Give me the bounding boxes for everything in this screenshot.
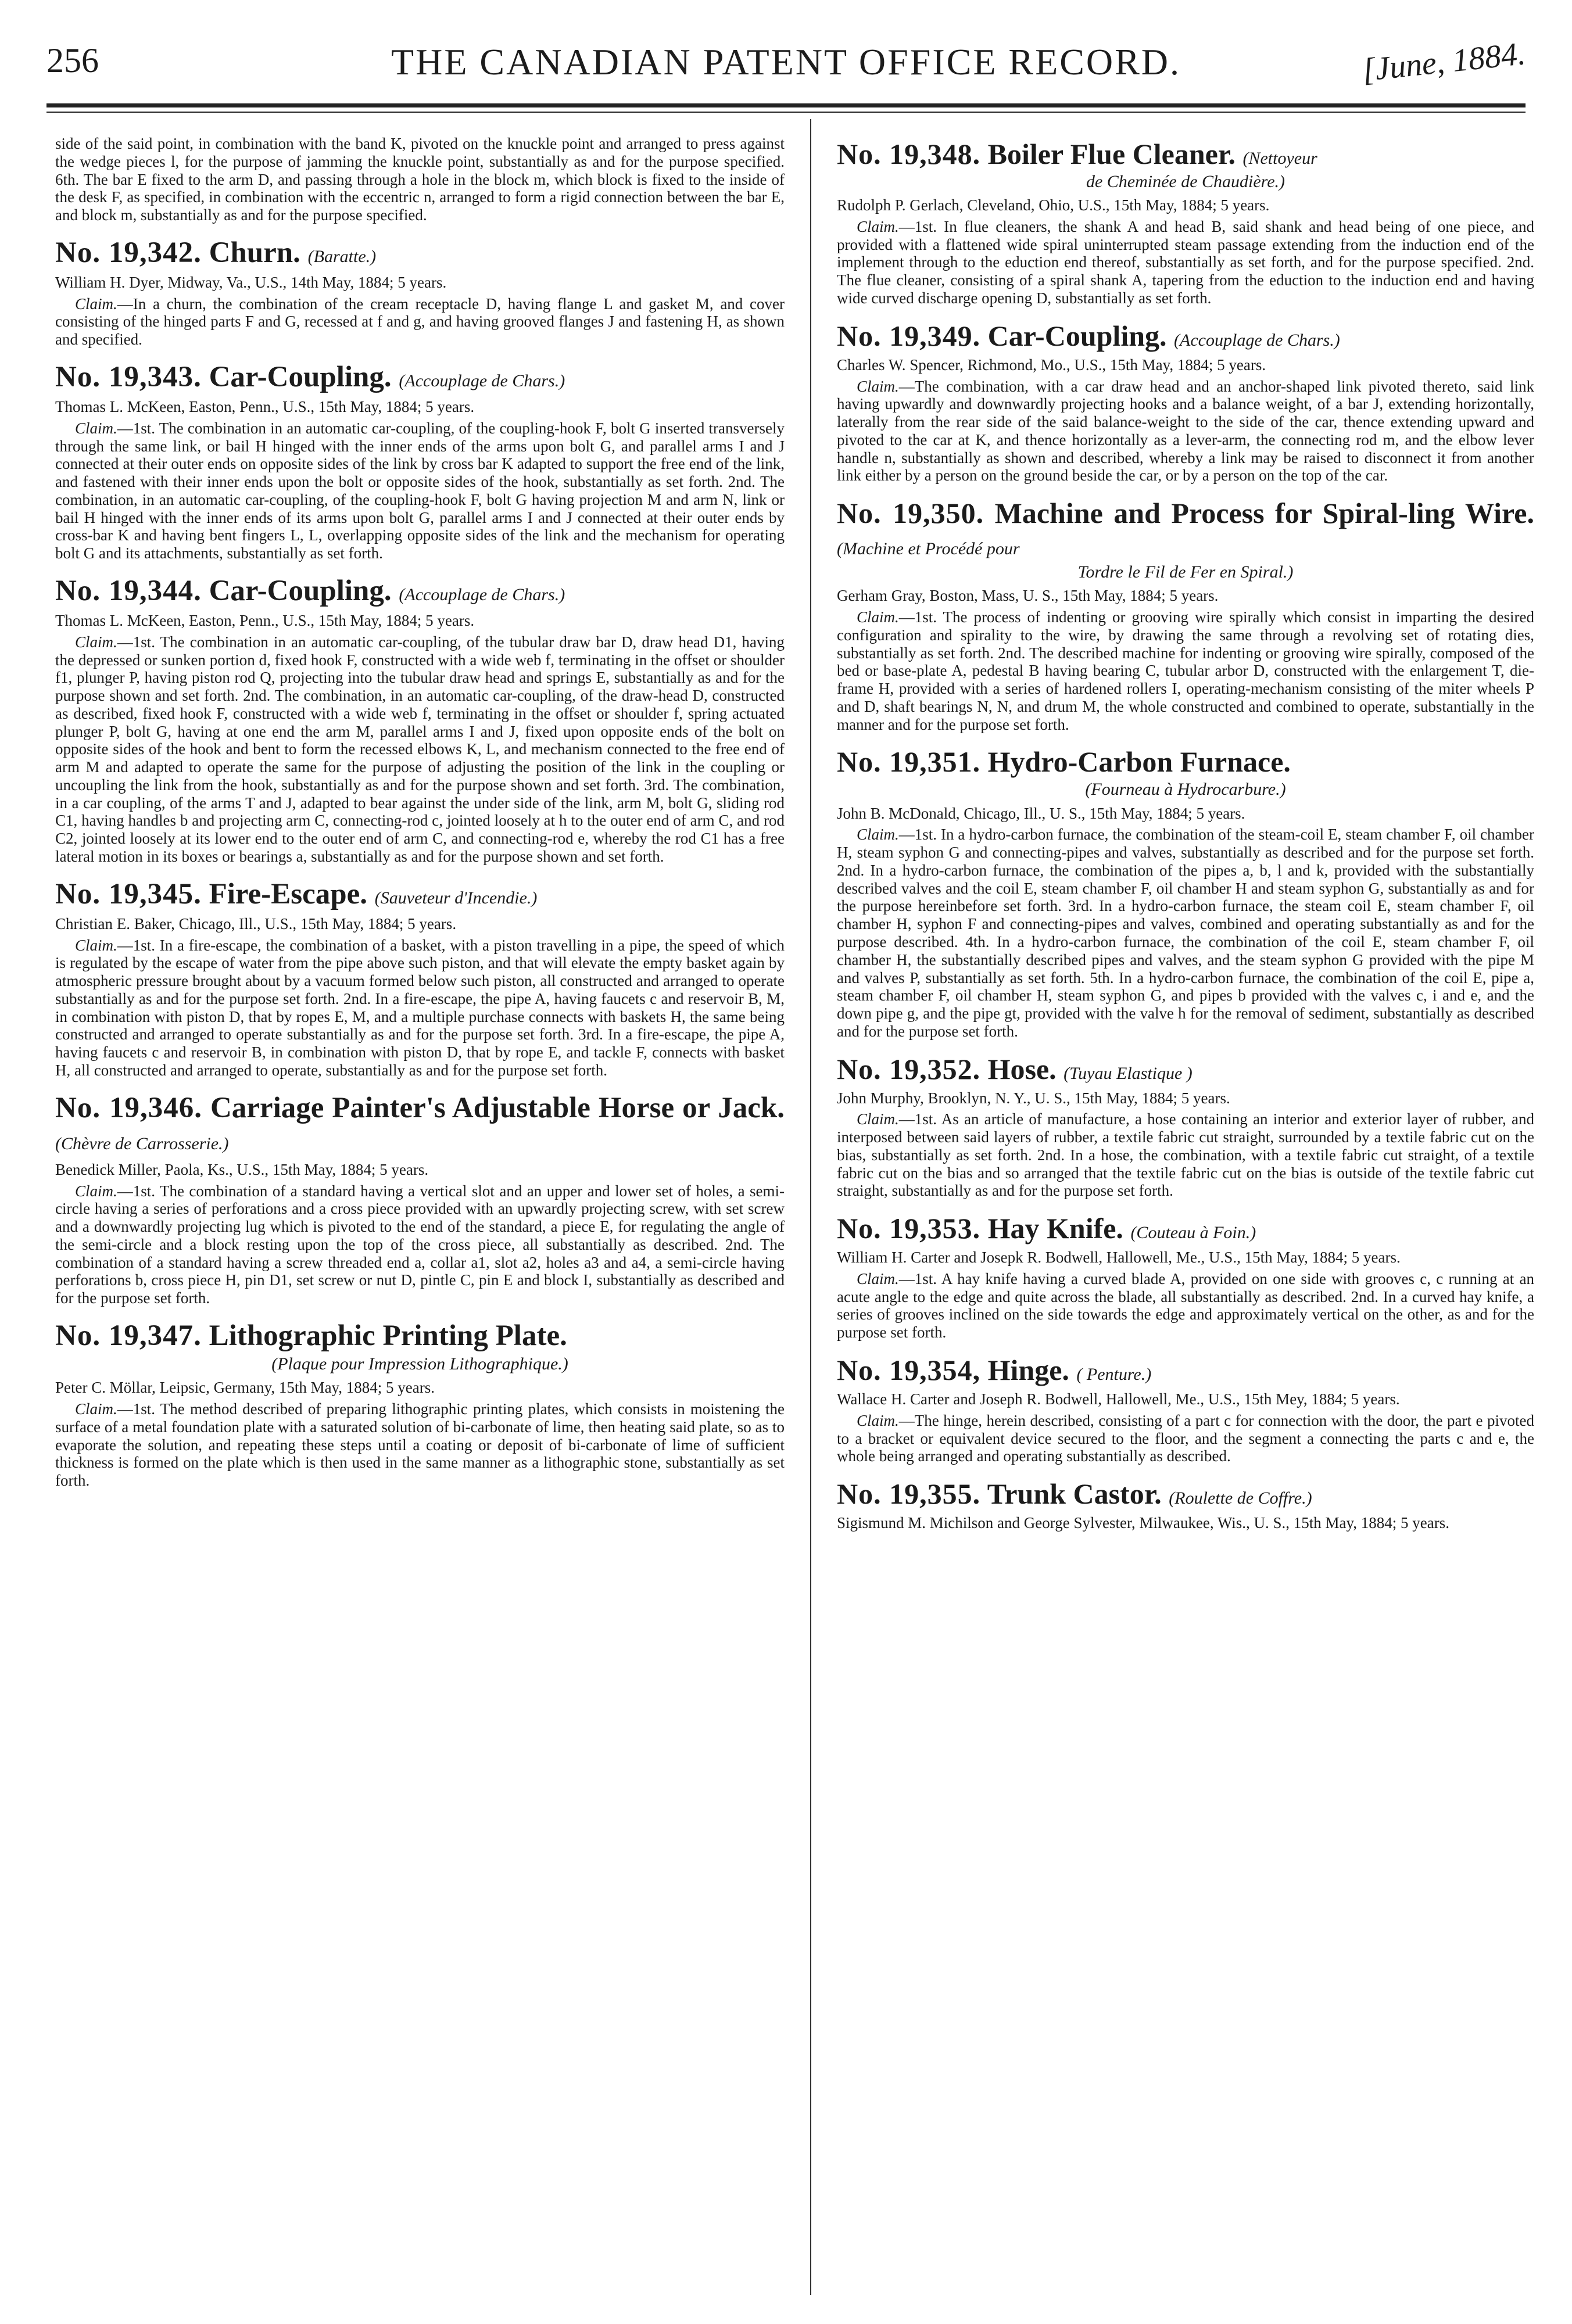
claim-label: Claim. xyxy=(857,1110,899,1128)
patent-claim xyxy=(55,1400,785,1490)
claim-label: Claim. xyxy=(75,295,117,313)
patent-name: Hydro-Carbon Furnace. xyxy=(987,745,1291,779)
patent-entry xyxy=(837,497,1534,733)
claim-text: —The combination, with a car draw head and an anchor-shaped link pivoted thereto, said link having upwardly and downwardly projecting hooks and a balance weight, of a bar J, extending horizontally, laterally from the rear side of the said balance-weight to the side of the car, thence extending upward and pivoted to the car at K, and thence horizontally as a lever-arm, the connecting rod m, and the elbow lever handle n, substantially as shown and described, whereby a link may be raised to disconnect it from another link either by a person on the ground beside the car, or by a person on the top of the car. xyxy=(837,377,1534,485)
patent-number: No. 19,342. xyxy=(55,236,202,269)
patent-number: No. 19,345. xyxy=(55,877,202,910)
patent-entry xyxy=(837,1053,1534,1200)
right-entries xyxy=(837,138,1534,1532)
patent-french-name: (Machine et Procédé pour xyxy=(837,539,1020,559)
claim-text: —1st. The combination in an automatic car-coupling, of the tubular draw bar D, draw head D1, having the depressed or sunken portion d, fixed hook F, constructed with a wide web f, terminating in the offset or shoulder f1, plunger P, having piston rod Q, projecting into the tubular draw head and springs E, substantially as and for the purpose shown and set forth. 2nd. The combination, in an automatic car-coupling, of the draw-head D, constructed as described, fixed hook F, constructed with a wide web f, terminating in the offset or shoulder f, spring actuated plunger P, bolt G, having at one end the arm M, parallel arms I and J, fixed upon opposite ends of the bolt on opposite sides of the hook and bent to form the recessed elbows K, L, and mechanism connected to the free end of arm M and adapted to operate the same for the purpose of adjusting the position of the link in the coupling or uncoupling the link from the hook, substantially as and for the purpose shown and set forth. 3rd. The combination, in a car coupling, of the arms T and J, adapted to bear against the under side of the link, arm M, bolt G, sliding rod C1, having handles b and projecting arm C, connecting-rod c, jointed loosely at h to the outer end of arm C, and rod C2, jointed loosely at its lower end to the outer end of arm C, and connecting-rod e, whereby the rod C1 has a free lateral motion in its boxes or bearings a, substantially as and for the purpose shown and set forth. xyxy=(55,633,785,865)
patent-claim xyxy=(837,1270,1534,1342)
patent-entry xyxy=(837,1478,1534,1532)
patent-name: Car-Coupling. xyxy=(209,574,392,607)
patent-entry xyxy=(55,878,785,1079)
patent-number: No. 19,346. xyxy=(55,1091,203,1124)
claim-text: —1st. In flue cleaners, the shank A and head B, said shank and head being of one piece, and provided with a flattened wide spiral uninterrupted steam passage extending from the induction end of the implement through to the eduction end thereof, substantially as set forth, and for the purpose specified. 2nd. The flue cleaner, consisting of a spiral shank A, tapering from the eduction to the induction end and having wide curved discharge opening D, substantially as set forth. xyxy=(837,217,1534,307)
patent-entry xyxy=(837,1354,1534,1465)
patent-inventor: Charles W. Spencer, Richmond, Mo., U.S., 15th May, 1884; 5 years. xyxy=(837,356,1266,374)
patent-french-subtitle: Tordre le Fil de Fer en Spiral.) xyxy=(1077,562,1294,582)
patent-claim xyxy=(837,826,1534,1040)
patent-title xyxy=(55,878,785,910)
patent-french-name: (Chèvre de Carrosserie.) xyxy=(55,1134,229,1153)
patent-french-name: (Baratte.) xyxy=(307,246,377,266)
patent-title xyxy=(55,575,785,607)
patent-title xyxy=(55,237,785,269)
claim-label: Claim. xyxy=(857,826,899,844)
patent-title xyxy=(55,361,785,393)
patent-name: Boiler Flue Cleaner. xyxy=(987,138,1236,170)
patent-name: Car-Coupling. xyxy=(987,319,1167,352)
claim-text: —1st. The method described of preparing lithographic printing plates, which consists in moistening the surface of a metal foundation plate with a saturated solution of bi-carbonate of lime, then heating said plate, so as to evaporate the solution, and repeating these steps until a coating or deposit of bi-carbonate of lime of sufficient thickness is formed on the plate which is then used in the same manner as a lithographic stone, substantially as set forth. xyxy=(55,1400,785,1490)
claim-text: —1st. In a hydro-carbon furnace, the combination of the steam-coil E, steam chamber F, oil chamber H, steam syphon G and connecting-pipes and valves, substantially as described and for the purpose set forth. 2nd. In a hydro-carbon furnace, the combination of the pipes a, b, l and k, provided with the substantially described valves and the coil E, steam chamber F, oil chamber H and steam syphon G, substantially as and for the purpose hereinbefore set forth. 3rd. In a hydro-carbon furnace, the steam coil E, steam chamber F, oil chamber H, syphon F and connecting-pipes and valves, combined and operating substantially as and for the purpose described. 4th. In a hydro-carbon furnace, the combination of the coil E, steam chamber F, oil chamber H, the substantially described pipes and valves, and the steam syphon G provided with the pipe M and valves P, substantially as set forth. 5th. In a hydro-carbon furnace, the combination of the coil E, pipe a, steam chamber F, oil chamber H, steam syphon G, and pipes b provided with the valves c, i and e, and the down pipe g, and the pipe gt, provided with the valve h for the removal of sediment, substantially as described and for the purpose set forth. xyxy=(837,826,1534,1040)
page-date: [June, 1884. xyxy=(1360,35,1528,89)
patent-title xyxy=(837,138,1534,170)
patent-claim xyxy=(837,608,1534,733)
patent-inventor: Rudolph P. Gerlach, Cleveland, Ohio, U.S., 15th May, 1884; 5 years. xyxy=(837,196,1270,214)
claim-label: Claim. xyxy=(857,217,899,235)
patent-inventor: Gerham Gray, Boston, Mass, U. S., 15th May, 1884; 5 years. xyxy=(837,587,1219,605)
patent-french-name: (Couteau à Foin.) xyxy=(1130,1223,1256,1243)
patent-entry xyxy=(55,1092,785,1307)
patent-name: Hinge. xyxy=(987,1354,1069,1387)
patent-french-subtitle: de Cheminée de Chaudière.) xyxy=(1086,172,1285,191)
claim-label: Claim. xyxy=(857,377,899,395)
claim-label: Claim. xyxy=(857,1269,899,1287)
patent-title xyxy=(837,1478,1534,1509)
patent-name: Hose. xyxy=(987,1052,1057,1085)
patent-number: No. 19,354, xyxy=(837,1354,981,1387)
patent-inventor: John Murphy, Brooklyn, N. Y., U. S., 15th May, 1884; 5 years. xyxy=(837,1089,1230,1107)
patent-inventor: Peter C. Möllar, Leipsic, Germany, 15th May, 1884; 5 years. xyxy=(55,1379,435,1397)
patent-french-subtitle: (Plaque pour Impression Lithographique.) xyxy=(271,1354,568,1374)
claim-label: Claim. xyxy=(75,1182,117,1200)
patent-inventor: William H. Carter and Josepk R. Bodwell, Hallowell, Me., U.S., 15th May, 1884; 5 years. xyxy=(837,1249,1401,1267)
header-rule-thin xyxy=(46,112,1526,113)
patent-claim xyxy=(55,1182,785,1307)
patent-entry xyxy=(55,361,785,562)
patent-title xyxy=(837,320,1534,352)
claim-label: Claim. xyxy=(857,608,899,626)
claim-text: —In a churn, the combination of the cream receptacle D, having flange L and gasket M, and cover consisting of the hinged parts F and G, recessed at f and g, and having grooved flanges J and fastening H, as shown and specified. xyxy=(55,295,785,349)
patent-entry xyxy=(55,575,785,866)
patent-inventor: Wallace H. Carter and Joseph R. Bodwell, Hallowell, Me., U.S., 15th Mey, 1884; 5 years. xyxy=(837,1390,1400,1408)
patent-title xyxy=(837,1354,1534,1386)
claim-text: —1st. The process of indenting or grooving wire spirally which consist in imparting the desired configuration and spirality to the wire, by drawing the same through a revolving set of rotating dies, substantially as set forth. 2nd. The described machine for indenting or grooving wire spirally, composed of the bed or base-plate A, pedestal B having bearing C, tubular arbor D, constructed with the enlargement T, die-frame H, provided with a series of hardened rollers I, operating-mechanism consisting of the miter wheels P and D, shaft bearings N, N, and drum M, the whole constructed and combined to operate, substantially in the manner and for the purpose set forth. xyxy=(837,608,1534,733)
claim-text: —1st. In a fire-escape, the combination of a basket, with a piston travelling in a pipe, the speed of which is regulated by the escape of water from the pipe above such piston, and that will elevate the empty basket again by atmospheric pressure brought about by a vacuum formed below such piston, all constructed and arranged to operate substantially as and for the purpose set forth. 2nd. In a fire-escape, the pipe A, having faucets c and reservoir B, M, in combination with piston D, that by ropes E, M, and a multiple purchase connects with baskets H, the same being constructed and arranged to operate substantially as and for the purpose set forth. 3rd. In a fire-escape, the pipe A, having faucets c and reservoir B, in combination with piston D, that by rope E, and tackle F, connects with basket H, all constructed and arranged to operate, substantially as and for the purpose set forth. xyxy=(55,936,785,1079)
column-divider xyxy=(810,119,811,2295)
patent-name: Carriage Painter's Adjustable Horse or Jack. xyxy=(210,1091,785,1124)
patent-claim xyxy=(55,295,785,349)
left-column xyxy=(55,135,785,2284)
patent-number: No. 19,353. xyxy=(837,1212,981,1245)
patent-french-name: (Roulette de Coffre.) xyxy=(1169,1489,1312,1508)
patent-entry xyxy=(55,1320,785,1490)
patent-title xyxy=(837,746,1534,777)
patent-entry xyxy=(837,138,1534,307)
patent-entry xyxy=(837,1213,1534,1342)
patent-title xyxy=(837,1213,1534,1244)
patent-name: Fire-Escape. xyxy=(209,877,368,910)
patent-french-name: (Accouplage de Chars.) xyxy=(399,371,565,390)
page-header xyxy=(46,29,1526,93)
patent-inventor: Thomas L. McKeen, Easton, Penn., U.S., 15th May, 1884; 5 years. xyxy=(55,398,475,416)
claim-text: —1st. The combination of a standard having a vertical slot and an upper and lower set of holes, a semi-circle having a series of perforations and a cross piece provided with an upwardly projecting screw, with set screw and a downwardly projecting lug which is pivoted to the end of the standard, a piece E, for regulating the angle of the semi-circle and a block resting upon the top of the cross piece, all substantially as described. 2nd. The combination of a standard having a screw threaded end a, collar a1, slot a2, holes a3 and a4, a semi-circle having perforations b, cross piece H, pin D1, set screw or nut D, pintle C, pin E and block I, substantially as described and for the purpose set forth. xyxy=(55,1182,785,1307)
patent-inventor: Thomas L. McKeen, Easton, Penn., U.S., 15th May, 1884; 5 years. xyxy=(55,612,475,630)
patent-french-name: (Accouplage de Chars.) xyxy=(1174,330,1340,350)
patent-claim xyxy=(55,419,785,562)
patent-number: No. 19,343. xyxy=(55,360,202,393)
right-column xyxy=(837,135,1534,2284)
claim-text: —1st. A hay knife having a curved blade A, provided on one side with grooves c, c running at an acute angle to the edge and quite across the blade, all substantially as described. 2nd. In a curved hay knife, a series of grooves inclined on the side towards the edge and approximately vertical on the other, as and for the purpose set forth. xyxy=(837,1269,1534,1342)
patent-claim xyxy=(55,633,785,866)
patent-title xyxy=(837,497,1534,560)
patent-claim xyxy=(837,218,1534,307)
patent-claim xyxy=(55,937,785,1079)
patent-inventor: Benedick Miller, Paola, Ks., U.S., 15th May, 1884; 5 years. xyxy=(55,1160,429,1178)
patent-name: Churn. xyxy=(209,236,300,269)
patent-number: No. 19,350. xyxy=(837,497,984,530)
header-rule-thick xyxy=(46,103,1526,107)
patent-name: Hay Knife. xyxy=(987,1212,1123,1245)
patent-inventor: Sigismund M. Michilson and George Sylvester, Milwaukee, Wis., U. S., 15th May, 1884; 5 years. xyxy=(837,1514,1450,1532)
patent-name: Machine and Process for Spiral-ling Wire. xyxy=(994,497,1534,530)
patent-number: No. 19,348. xyxy=(837,138,981,170)
patent-name: Lithographic Printing Plate. xyxy=(209,1319,567,1352)
patent-title xyxy=(837,1053,1534,1085)
patent-number: No. 19,352. xyxy=(837,1052,981,1085)
patent-claim xyxy=(837,378,1534,485)
claim-label: Claim. xyxy=(75,419,117,437)
patent-claim xyxy=(837,1412,1534,1465)
patent-inventor: Christian E. Baker, Chicago, Ill., U.S., 15th May, 1884; 5 years. xyxy=(55,914,457,933)
page-number: 256 xyxy=(46,41,99,80)
patent-french-name: (Tuyau Elastique ) xyxy=(1063,1063,1193,1083)
patent-french-name: ( Penture.) xyxy=(1076,1365,1152,1385)
patent-name: Car-Coupling. xyxy=(209,360,392,393)
patent-title xyxy=(55,1320,785,1352)
patent-french-subtitle: (Fourneau à Hydrocarbure.) xyxy=(1085,780,1286,799)
claim-label: Claim. xyxy=(75,936,117,954)
claim-text: —1st. The combination in an automatic car-coupling, of the coupling-hook F, bolt G inserted transversely through the same link, or bail H hinged with the inner ends of the arms upon bolt G, and parallel arms I and J connected at their outer ends on opposite sides of the link by cross bar K adapted to support the free end of the link, and fastened with their inner ends upon the bolt or opposite sides of the hook, substantially as set forth. 2nd. The combination, in an automatic car-coupling, of the coupling-hook F, bolt G having projection M and arm N, link or bail H hinged with the inner ends of its arms upon bolt G, parallel arms I and J connected at their outer ends by cross-bar K and having bent fingers L, L, overlapping opposite sides of the link and the mechanism for operating bolt G and its attachments, substantially as set forth. xyxy=(55,419,785,562)
patent-french-name: (Sauveteur d'Incendie.) xyxy=(374,888,538,908)
claim-text: —The hinge, herein described, consisting of a part c for connection with the door, the part e pivoted to a bracket or equivalent device secured to the floor, and the segment a connecting the parts c and e, the whole being arranged and operating substantially as described. xyxy=(837,1411,1534,1465)
patent-number: No. 19,344. xyxy=(55,574,202,607)
patent-entry xyxy=(837,320,1534,485)
patent-entry xyxy=(837,746,1534,1040)
patent-inventor: William H. Dyer, Midway, Va., U.S., 14th May, 1884; 5 years. xyxy=(55,273,447,291)
patent-title xyxy=(55,1092,785,1156)
claim-label: Claim. xyxy=(857,1411,899,1429)
patent-french-name: (Accouplage de Chars.) xyxy=(399,584,565,604)
patent-claim xyxy=(837,1110,1534,1200)
claim-label: Claim. xyxy=(75,1400,117,1418)
patent-entry xyxy=(55,237,785,349)
continuation-text: side of the said point, in combination with the band K, pivoted on the knuckle point and arranged to press against the wedge pieces l, for the purpose of jamming the knuckle point, substantially as and for the purpose specified. 6th. The bar E fixed to the arm D, and passing through a hole in the block m, which block is fixed to the inside of the desk F, as specified, in combination with the eccentric n, arranged to form a rigid connection between the bar E, and block m, substantially as and for the purpose specified. xyxy=(55,135,785,224)
claim-text: —1st. As an article of manufacture, a hose containing an interior and exterior layer of rubber, and interposed between said layers of rubber, a textile fabric cut straight, surrounded by a textile fabric cut on the bias, substantially as set forth. 2nd. In a hose, the combination, with a textile fabric cut straight, of a textile fabric cut on the bias and so arranged that the textile fabric cut on the bias is outside of the textile fabric cut straight, substantially as and for the purpose set forth. xyxy=(837,1110,1534,1200)
patent-number: No. 19,355. xyxy=(837,1477,981,1511)
patent-number: No. 19,351. xyxy=(837,745,981,779)
left-entries xyxy=(55,237,785,1490)
patent-number: No. 19,347. xyxy=(55,1319,202,1352)
patent-french-name: (Nettoyeur xyxy=(1242,149,1317,168)
claim-label: Claim. xyxy=(75,633,117,651)
patent-number: No. 19,349. xyxy=(837,319,981,352)
page-title: THE CANADIAN PATENT OFFICE RECORD. xyxy=(391,41,1181,83)
patent-inventor: John B. McDonald, Chicago, Ill., U. S., 15th May, 1884; 5 years. xyxy=(837,804,1245,822)
patent-name: Trunk Castor. xyxy=(987,1477,1162,1511)
